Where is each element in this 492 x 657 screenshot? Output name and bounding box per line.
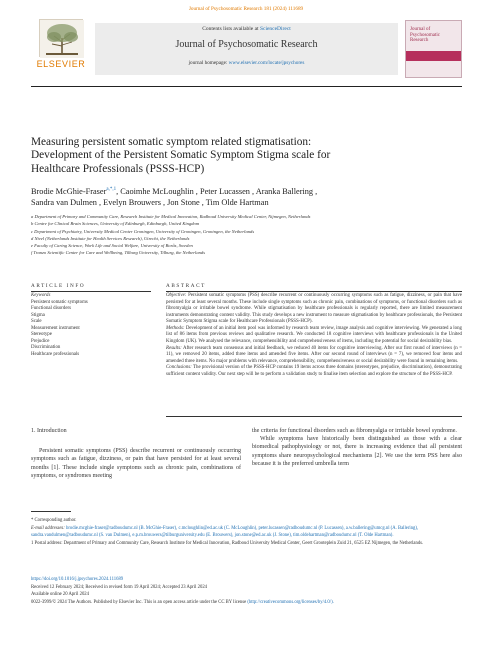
authors-line-1	[31, 184, 462, 197]
keyword-item[interactable]: Prejudice	[31, 338, 50, 344]
keyword-item[interactable]: Functional disorders	[31, 306, 72, 311]
homepage-prefix: journal homepage:	[188, 60, 228, 66]
affiliation-d: d Nivel (Netherlands Institute for Health Services Research), Utrecht, the Netherlands	[31, 235, 190, 241]
footnote-rule	[31, 511, 71, 512]
abstract-methods	[166, 326, 462, 346]
homepage-link[interactable]: www.elsevier.com/locate/jpsychores	[228, 60, 305, 66]
conclusions-label: Conclusions:	[166, 365, 192, 371]
abstract-end-rule	[166, 416, 462, 417]
methods-label: Methods:	[166, 325, 185, 331]
keyword-item[interactable]: Discrimination	[31, 345, 61, 350]
intro-paragraph-2: While symptoms have historically been distinguished as those with a clear biomedical pathophysiology or not, there is increasing evidence that all persistent symptoms share neuropsychological mechanisms [2]. We use the term PSS here also because it is the preferred umbrella term	[252, 436, 462, 467]
results-text: After research team consensus and initial feedback, we reduced 40 items for cognitive interviewing. After our first round of interviews (n = 11), we removed 20 items, added three items and amended five items. After our second round of interviews (n = 7), we removed four items and amended three items. No major problems with relevance, comprehensibility, comprehensiveness or social desirability were found in remaining items.	[166, 345, 463, 364]
email-label: E-mail addresses:	[31, 525, 65, 531]
intro-paragraph-1-cont: the criteria for functional disorders such as fibromyalgia or irritable bowel syndrome.	[252, 428, 457, 434]
keywords-label: Keywords	[31, 293, 51, 298]
postal-address-note: 1 Postal address: Department of Primary and Community Care, Research Institute for Medical Innovation, Radboud University Medical Center, Geert Grooteplein Zuid 21, 6525 EZ Nijmegen, the Netherlands.	[31, 540, 424, 546]
publisher-name: ELSEVIER	[36, 59, 86, 69]
author-list	[31, 184, 462, 209]
author-marks[interactable]: a,*,1	[106, 187, 117, 192]
abstract-conclusions	[166, 365, 462, 378]
first-author[interactable]: Brodie McGhie-Fraser	[31, 186, 107, 196]
keyword-item[interactable]: Scale	[31, 319, 42, 324]
affiliation-f: f Tranzo Scientific Center for Care and Wellbeing, Tilburg University, Tilburg, the Netherlands	[31, 250, 206, 256]
keyword-item[interactable]: Stigma	[31, 312, 45, 318]
body-column-right	[252, 427, 462, 468]
article-title	[31, 136, 462, 176]
abstract-objective	[166, 293, 462, 326]
title-line-3: Healthcare Professionals (PSSS-HCP)	[31, 162, 205, 175]
elsevier-tree-icon	[39, 19, 83, 57]
email-footnote	[31, 525, 462, 540]
affiliation-c: c Department of Psychiatry, University Medical Center Groningen, University of Groningen, Groningen, the Netherlands	[31, 228, 255, 234]
publication-info	[31, 576, 462, 606]
journal-homepage	[95, 60, 398, 66]
methods-text: Development of an initial item pool was informed by research team review, image analysis and cognitive interviewing. We generated a long list of 86 items from previous reviews and qualitative research. We conducted 18 cognitive interviews with healthcare professionals in the United Kingdom (UK). We analysed the relevance, comprehensibility and comprehensiveness of items, including the potential for social desirability bias.	[166, 325, 462, 345]
journal-masthead	[31, 17, 462, 81]
cover-band	[406, 51, 462, 61]
corresponding-author-note: * Corresponding author.	[31, 518, 77, 523]
cover-title: Journal of Psychosomatic Research	[410, 27, 440, 43]
keywords-block	[31, 293, 151, 358]
online-date: Available online 20 April 2024	[31, 592, 89, 598]
abstract-text	[166, 293, 462, 379]
email-addresses[interactable]: brodie.mcghie-fraser@radboudumc.nl (B. McGhie-Fraser), c.mcloughlin@ed.ac.uk (C. McLoughlin), peter.lucassen@radboudumc.nl (P. Lucassen), a.w.ballering@umcg.nl (A. Ballering), sandra.vandulmen@radboudumc.nl (S. van Dulmen), e.p.m.brouwers@tilburguniversity.edu (E. Brouwers), jon.stone@ed.ac.uk (J. Stone), tim.oldehartman@radboudumc.nl (T. Olde Hartman).	[31, 525, 419, 539]
other-authors: , Caoimhe McLoughlin , Peter Lucassen , Aranka Ballering ,	[116, 186, 318, 196]
affiliation-b: b Centre for Clinical Brain Sciences, University of Edinburgh, Edinburgh, United Kingdom	[31, 221, 200, 227]
journal-cover-thumbnail[interactable]	[405, 20, 462, 78]
abstract-heading: ABSTRACT	[166, 283, 206, 289]
affiliations	[31, 213, 462, 257]
objective-text: Persistent somatic symptoms (PSS) describe recurrent or continuously occurring symptoms such as fatigue, dizziness, or pain that have persisted for at least several months. These include single symptoms such as chronic pain, combinations of symptoms, or functional disorders such as fibromyalgia or irritable bowel syndrome. While stigmatisation by healthcare professionals is regularly reported, there are limited measurement instruments demonstrating content validity. This study develops a new instrument to measure stigmatisation by healthcare professionals, the Persistent Somatic Symptom Stigma scale for Healthcare Professionals (PSSS-HCP).	[166, 293, 462, 325]
title-line-2: Development of the Persistent Somatic Symptom Stigma scale for	[31, 149, 331, 162]
running-header: Journal of Psychosomatic Research 181 (2024) 111689	[188, 6, 304, 12]
objective-label: Objective:	[166, 293, 187, 298]
body-column-left	[31, 427, 241, 480]
keyword-item[interactable]: Healthcare professionals	[31, 351, 80, 357]
affiliation-a: a Department of Primary and Community Care, Research Institute for Medical Innovation, Radboud University Medical Center, Nijmegen, Netherlands	[31, 214, 311, 219]
article-info-rule	[31, 291, 151, 292]
footnotes	[31, 517, 462, 547]
authors-line-2: Sandra van Dulmen , Evelyn Brouwers , Jon Stone , Tim Olde Hartman	[31, 198, 269, 208]
keyword-item[interactable]: Stereotype	[31, 332, 52, 337]
title-line-1: Measuring persistent somatic symptom related stigmatisation:	[31, 136, 312, 148]
copyright-line	[31, 599, 462, 607]
abstract-rule	[166, 291, 462, 292]
journal-info-box	[95, 23, 398, 75]
journal-title: Journal of Psychosomatic Research	[175, 39, 318, 50]
section-heading: 1. Introduction	[31, 428, 67, 434]
contents-line	[95, 26, 398, 32]
contents-prefix: Contents lists available at	[202, 26, 259, 32]
received-dates: Received 12 February 2024; Received in revised form 19 April 2024; Accepted 23 April 2024	[31, 584, 208, 590]
copyright-text: 0022-3999/© 2024 The Authors. Published by Elsevier Inc. This is an open access article under the CC BY license	[31, 599, 247, 605]
intro-paragraph-1: Persistent somatic symptoms (PSS) describe recurrent or continuously occurring symptoms such as fatigue, dizziness, or pain that have persisted for at least several months [1]. These include single symptoms such as chronic pain, combinations of symptoms, or syndromes meeting	[31, 448, 241, 479]
abstract-results	[166, 346, 462, 366]
doi-link[interactable]: https://doi.org/10.1016/j.jpsychores.2024.111689	[31, 577, 124, 582]
elsevier-logo[interactable]	[31, 17, 91, 81]
conclusions-text: The provisional version of the PSSS-HCP contains 19 items across three domains (stereotypes, prejudice, discrimination), demonstrating sufficient content validity. Our next step will be to perform a validation study to finalise item selection and explore the structure of the PSSS-HCP.	[166, 365, 462, 377]
keyword-item[interactable]: Persistent somatic symptoms	[31, 299, 88, 305]
masthead-rule	[31, 86, 462, 87]
license-link[interactable]: (http://creativecommons.org/licenses/by/4.0/).	[247, 599, 334, 605]
article-info-heading: ARTICLE INFO	[31, 283, 86, 289]
keyword-item[interactable]: Measurement instrument	[31, 325, 80, 331]
sciencedirect-link[interactable]: ScienceDirect	[259, 26, 291, 32]
affiliation-e: e Faculty of Caring Science, Work Life and Social Welfare, University of Borås, Sweden	[31, 243, 193, 249]
results-label: Results:	[166, 345, 182, 351]
